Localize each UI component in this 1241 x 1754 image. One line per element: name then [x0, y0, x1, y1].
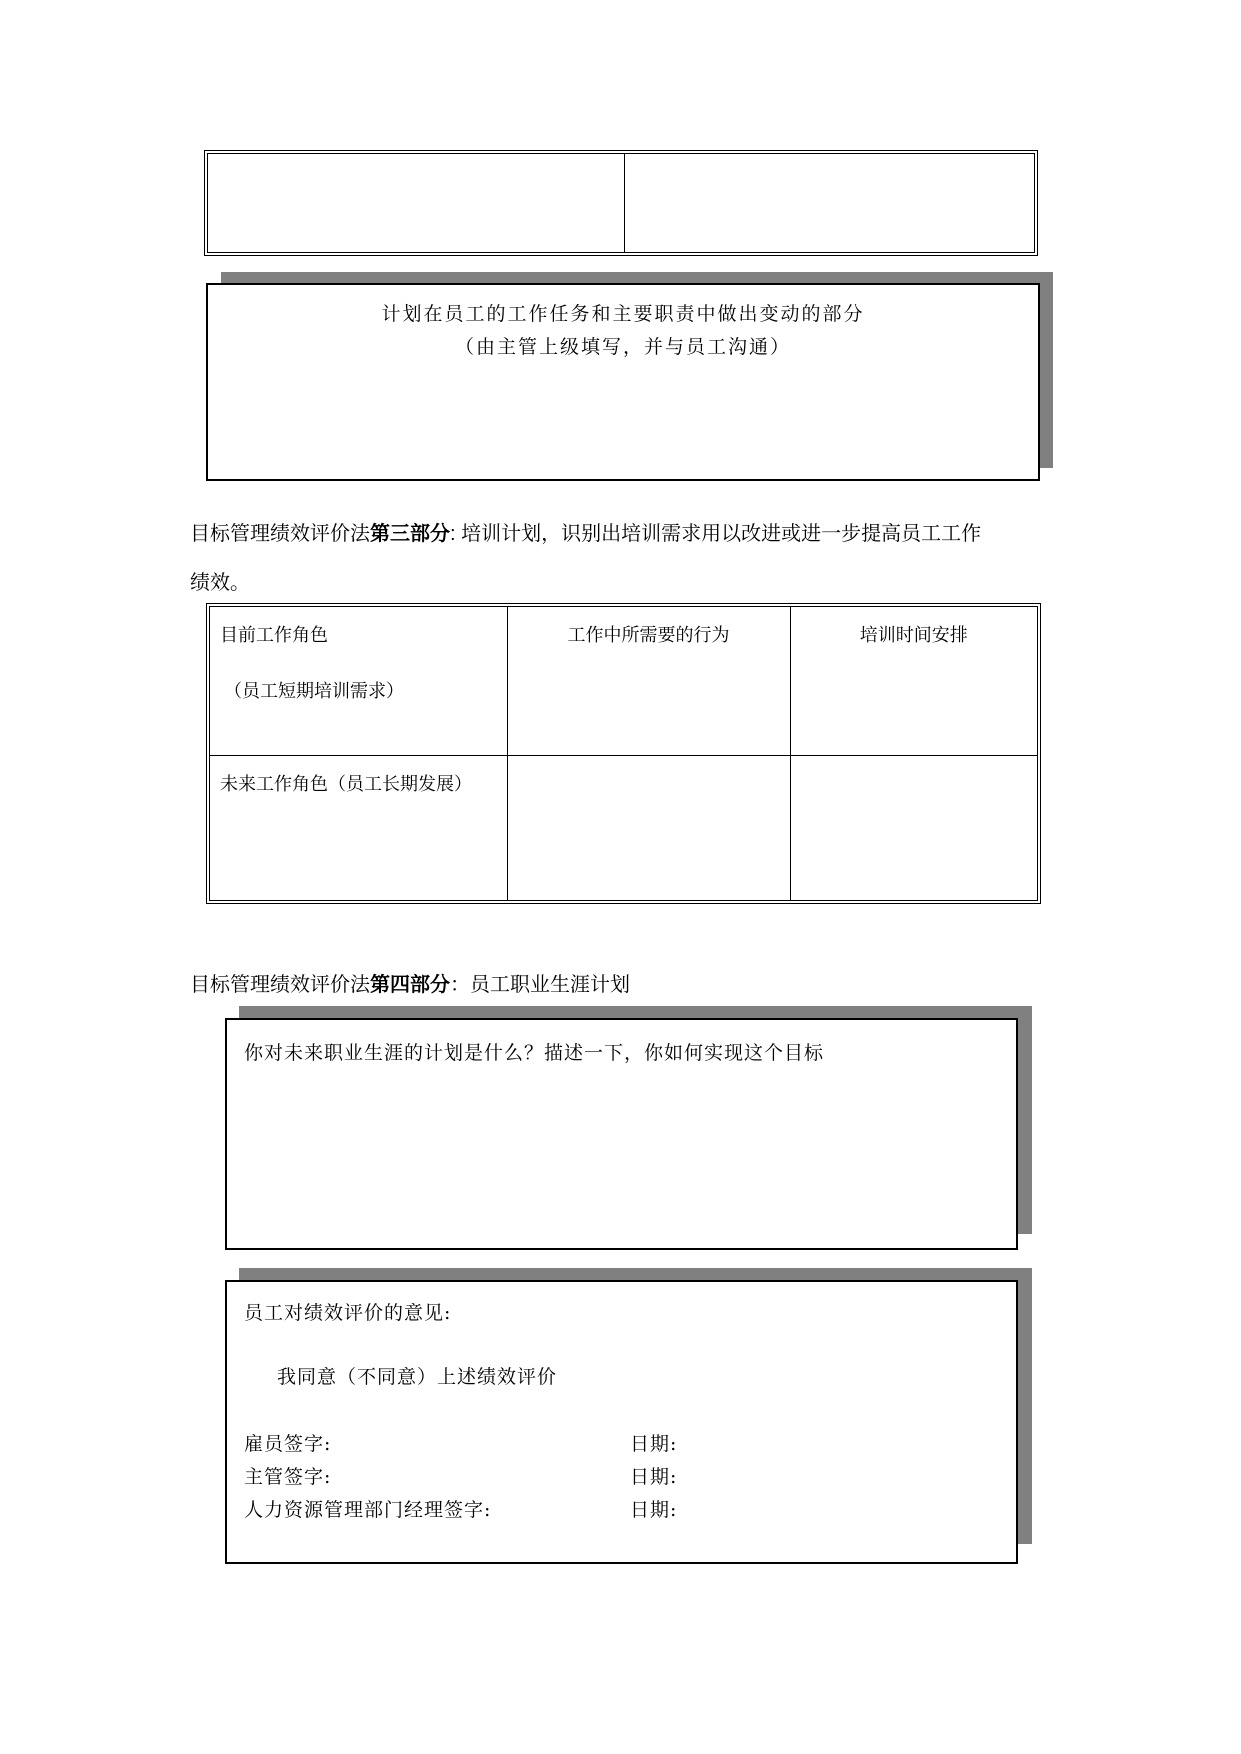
schedule-header: 培训时间安排	[859, 625, 968, 646]
section3-bold: 第三部分	[370, 523, 450, 545]
current-role-label: 目前工作角色	[220, 625, 328, 646]
supervisor-date-label: 日期:	[630, 1466, 678, 1488]
behavior-header: 工作中所需要的行为	[567, 625, 730, 646]
table-row	[210, 755, 1037, 900]
agree-statement: 我同意（不同意）上述绩效评价	[277, 1366, 558, 1388]
section3-suffix: : 培训计划，识别出培训需求用以改进或进一步提高员工工作	[450, 523, 982, 545]
future-role-label: 未来工作角色（员工长期发展）	[220, 773, 472, 795]
training-table	[206, 603, 1041, 904]
plan-box	[206, 283, 1040, 481]
hr-signature-label: 人力资源管理部门经理签字:	[244, 1499, 492, 1521]
hr-date-label: 日期:	[630, 1499, 678, 1521]
training-cell-behavior	[507, 607, 790, 755]
section4-bold: 第四部分	[370, 974, 450, 996]
opinion-heading: 员工对绩效评价的意见:	[244, 1302, 452, 1324]
employee-signature-label: 雇员签字:	[244, 1433, 332, 1455]
section3-heading	[190, 517, 981, 546]
top-table-cell-right	[625, 154, 1034, 252]
training-cell-schedule	[790, 607, 1037, 755]
training-cell-future-role	[210, 755, 507, 900]
plan-box-title: 计划在员工的工作任务和主要职责中做出变动的部分	[381, 303, 865, 325]
career-box	[225, 1018, 1018, 1250]
training-cell-empty	[507, 755, 790, 900]
career-question: 你对未来职业生涯的计划是什么？描述一下，你如何实现这个目标	[244, 1042, 825, 1064]
section3-prefix: 目标管理绩效评价法	[190, 523, 370, 545]
section4-prefix: 目标管理绩效评价法	[190, 974, 370, 996]
supervisor-signature-label: 主管签字:	[244, 1466, 332, 1488]
opinion-box	[225, 1280, 1018, 1564]
plan-box-subtitle: （由主管上级填写，并与员工沟通）	[454, 336, 791, 358]
training-cell-current-role	[210, 607, 507, 755]
top-table	[204, 150, 1038, 256]
top-table-cell-left	[208, 154, 625, 252]
current-role-note: （员工短期培训需求）	[224, 681, 404, 702]
section4-suffix: ：员工职业生涯计划	[450, 974, 630, 996]
table-row	[210, 607, 1037, 755]
employee-date-label: 日期:	[630, 1433, 678, 1455]
section4-heading	[190, 968, 630, 997]
section3-heading-line2: 绩效。	[190, 572, 250, 594]
training-cell-empty	[790, 755, 1037, 900]
